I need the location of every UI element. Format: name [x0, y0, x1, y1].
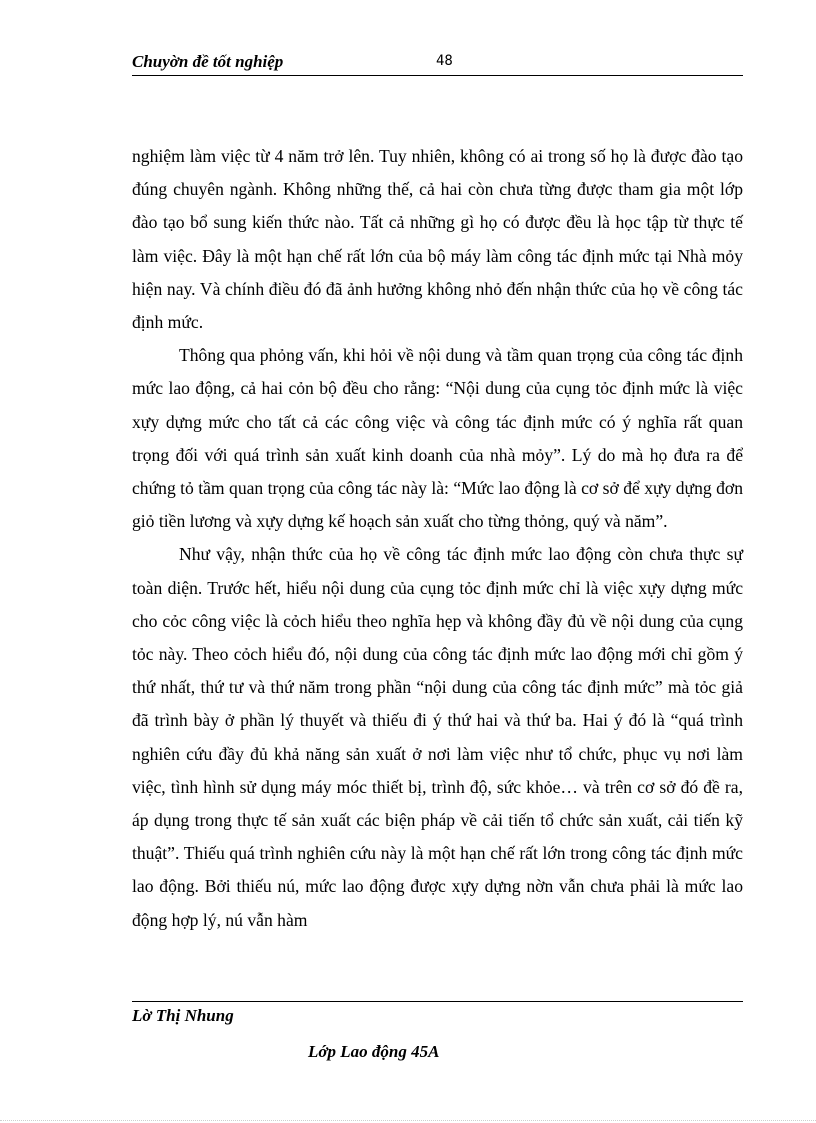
header-divider	[132, 75, 743, 76]
paragraph-assessment: Như vậy, nhận thức của họ về công tác định mức lao động còn chưa thực sự toàn diện. Trước hết, hiểu nội dung của cụng tỏc định mức chỉ là việc xựy dựng mức cho cỏc công việc là cỏch hiểu theo nghĩa hẹp và không đầy đủ về nội dung của cụng tỏc này. Theo cỏch hiểu đó, nội dung của công tác định mức lao động mới chỉ gồm ý thứ nhất, thứ tư và thứ năm trong phần “nội dung của công tác định mức” mà tỏc giả đã trình bày ở phần lý thuyết và thiếu đi ý thứ hai và thứ ba. Hai ý đó là “quá trình nghiên cứu đầy đủ khả năng sản xuất ở nơi làm việc như tổ chức, phục vụ nơi làm việc, tình hình sử dụng máy móc thiết bị, trình độ, sức khỏe… và trên cơ sở đó đề ra, áp dụng trong thực tế sản xuất các biện pháp về cải tiến tổ chức sản xuất, cải tiến kỹ thuật”. Thiếu quá trình nghiên cứu này là một hạn chế rất lớn trong công tác định mức lao động. Bởi thiếu nú, mức lao động được xựy dựng nờn vẫn chưa phải là mức lao động hợp lý, nú vẫn hàm	[132, 544, 743, 930]
header-title: Chuyờn đề tốt nghiệp	[132, 52, 284, 71]
footer-class-name: Lớp Lao động 45A	[308, 1042, 440, 1061]
paragraph-continued: nghiệm làm việc từ 4 năm trở lên. Tuy nhiên, không có ai trong số họ là được đào tạo đúng chuyên ngành. Không những thế, cả hai còn chưa từng được tham gia một lớp đào tạo bổ sung kiến thức nào. Tất cả những gì họ có được đều là học tập từ thực tế làm việc. Đây là một hạn chế rất lớn của bộ máy làm công tác định mức tại Nhà mỏy hiện nay. Và chính điều đó đã ảnh hưởng không nhỏ đến nhận thức của họ về công tác định mức.	[132, 146, 743, 333]
page-edge	[0, 1120, 816, 1121]
page-number: 48	[436, 53, 453, 69]
body-text	[132, 140, 743, 937]
footer-divider	[132, 1001, 743, 1002]
footer-author: Lờ Thị Nhung	[132, 1006, 234, 1025]
paragraph-interview: Thông qua phỏng vấn, khi hỏi về nội dung và tầm quan trọng của công tác định mức lao động, cả hai cỏn bộ đều cho rằng: “Nội dung của cụng tỏc định mức là việc xựy dựng mức cho tất cả các công việc và công tác định mức có ý nghĩa rất quan trọng đối với quá trình sản xuất kinh doanh của nhà mỏy”. Lý do mà họ đưa ra để chứng tỏ tầm quan trọng của công tác này là: “Mức lao động là cơ sở để xựy dựng đơn giỏ tiền lương và xựy dựng kế hoạch sản xuất cho từng thỏng, quý và năm”.	[132, 345, 743, 532]
